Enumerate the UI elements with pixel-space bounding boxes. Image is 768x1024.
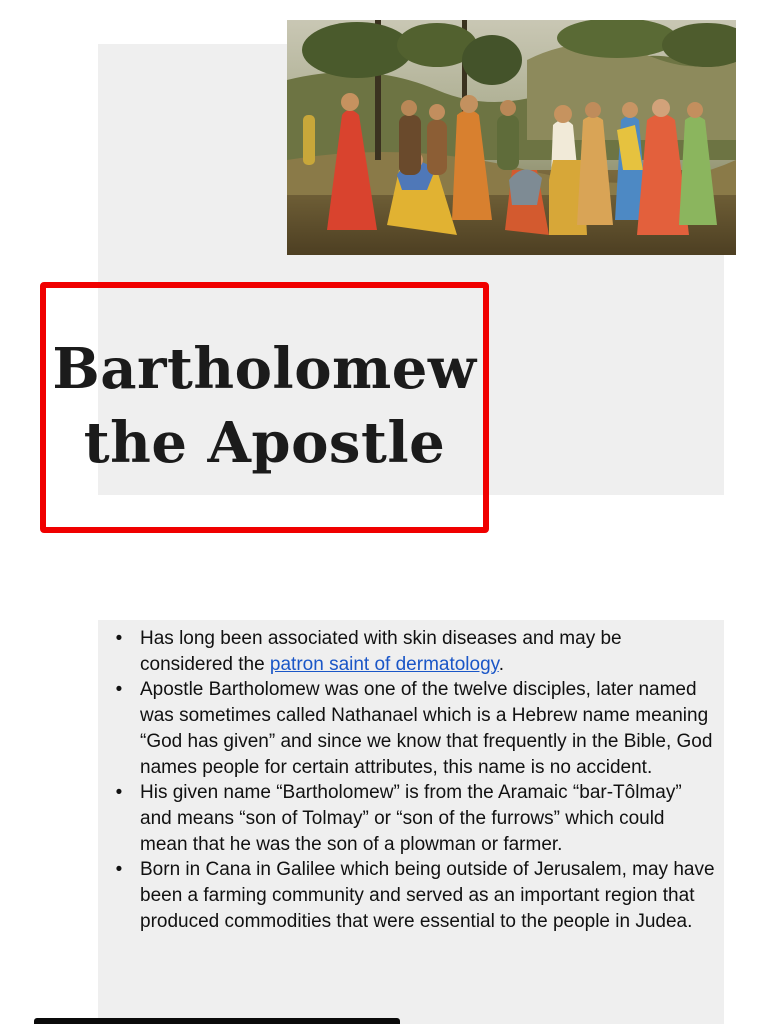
bullet-item	[112, 780, 716, 857]
page-title	[40, 332, 489, 480]
bullet-item	[112, 626, 716, 677]
bullet-glyph: •	[115, 679, 123, 701]
bullet-text: Born in Cana in Galilee which being outside of Jerusalem, may have been a farming community and served as an important region that produced commodities that were essential to the people in Judea.	[140, 859, 715, 932]
bullet-text-end: .	[498, 653, 505, 675]
bullet-text: Apostle Bartholomew was one of the twelve disciples, later named was sometimes called Nathanael which is a Hebrew name meaning “God has given” and since we know that frequently in the Bible, God names people for certain attributes, this name is no accident.	[140, 679, 713, 778]
title-line-2: the Apostle	[83, 410, 446, 476]
bullet-list	[112, 626, 716, 934]
title-line-1: Bartholomew	[52, 336, 477, 402]
bullet-text: His given name “Bartholomew” is from the Aramaic “bar-Tôlmay” and means “son of Tolmay” or “son of the furrows” which could mean that he was the son of a plowman or farmer.	[140, 782, 682, 855]
bullet-glyph: •	[115, 628, 123, 649]
bullet-item	[112, 677, 716, 780]
bullet-glyph: •	[115, 782, 123, 804]
bullet-item	[112, 857, 716, 934]
bullet-text: Has long been associated with skin diseases and may be considered the	[140, 628, 622, 675]
bottom-scrollbar[interactable]	[34, 1018, 400, 1024]
bullet-glyph: •	[115, 859, 123, 881]
patron-saint-link[interactable]: patron saint of dermatology	[269, 653, 499, 675]
apostles-painting-image	[287, 20, 736, 255]
painting-illustration	[287, 20, 736, 255]
